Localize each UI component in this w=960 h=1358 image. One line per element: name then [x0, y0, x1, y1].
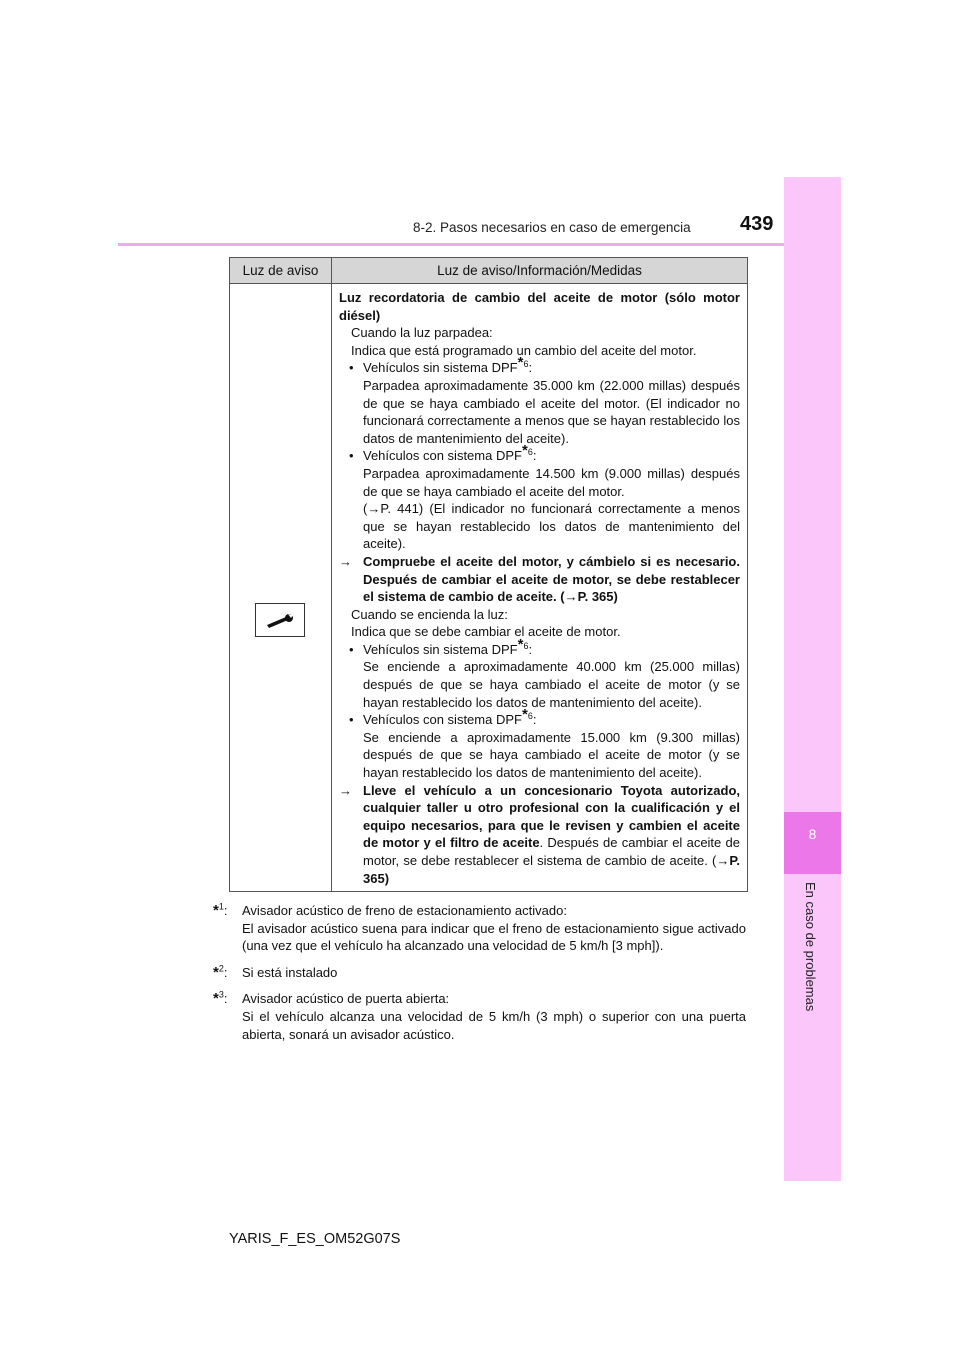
- table-row: [230, 284, 748, 892]
- chapter-number: 8: [808, 826, 817, 842]
- list-item: • Vehículos sin sistema DPF$^{*6}$:: [349, 635, 533, 657]
- section-header: 8-2. Pasos necesarios en caso de emergencia: [413, 220, 691, 235]
- chapter-title: En caso de problemas: [803, 882, 818, 1012]
- footnote-2: *$^2$: Si está instalado: [213, 963, 338, 981]
- footnote-3: *$^3$: Avisador acústico de puerta abierta: Si el vehículo alcanza una velocidad de 5 km/h (3 mph) o superior con una puerta abierta, sonará un avisador acústico.: [213, 990, 746, 1042]
- light-title: Luz recordatoria de cambio del aceite de motor (sólo motor diésel): [339, 290, 740, 323]
- flash-b2-text-a: Parpadea aproximadamente 14.500 km (9.000 millas) después de que se haya cambiado el aceite del motor.: [363, 465, 740, 499]
- flash-intro: Indica que está programado un cambio del aceite del motor.: [351, 342, 697, 358]
- footnotes: [213, 902, 746, 1052]
- chapter-side-tab: [784, 177, 841, 1181]
- page-number: 439: [740, 213, 774, 235]
- header-divider: [118, 243, 784, 246]
- on-b2-text: Se enciende a aproximadamente 15.000 km (9.300 millas) después de que se haya cambiado el aceite de motor (y se hayan restablecido los datos de mantenimiento del aceite).: [363, 729, 740, 781]
- chapter-number-block: [784, 812, 841, 874]
- flash-heading: Cuando la luz parpadea:: [351, 325, 493, 341]
- list-item: • Vehículos con sistema DPF$^{*6}$:: [349, 705, 537, 728]
- action-check-oil: → Compruebe el aceite del motor, y cámbielo si es necesario. Después de cambiar el aceite de motor, se debe restablecer el sistema de cambio de aceite. (→P. 365): [339, 553, 740, 605]
- on-heading: Cuando se encienda la luz:: [351, 606, 508, 622]
- flash-b1-text: Parpadea aproximadamente 35.000 km (22.000 millas) después de que se haya cambiado el aceite del motor. (El indicador no funcionará correctamente a menos que se hayan restablecido los datos de mantenimiento del aceite).: [363, 377, 740, 446]
- on-intro: Indica que se debe cambiar el aceite de motor.: [351, 624, 621, 640]
- info-cell: [332, 284, 748, 892]
- flash-b2-text-b: (→P. 441) (El indicador no funcionará correctamente a menos que se hayan restablecido los datos de mantenimiento del aceite).: [363, 501, 740, 552]
- on-b1-text: Se enciende a aproximadamente 40.000 km (25.000 millas) después de que se haya cambiado el aceite de motor (y se hayan restablecido los datos de mantenimiento del aceite).: [363, 659, 740, 710]
- action-visit-dealer: → Lleve el vehículo a un concesionario Toyota autorizado, cualquier taller u otro profesional con la cualificación y el equipo necesarios, para que le revisen y cambien el aceite de motor y el filtro de aceite. Después de cambiar el aceite de motor, se debe restablecer el sistema de cambio de aceite. (→P. 365): [339, 782, 740, 886]
- table-header-row: [230, 258, 748, 284]
- col-header-light: Luz de aviso: [230, 258, 332, 284]
- wrench-icon: [255, 603, 305, 637]
- list-item: • Vehículos con sistema DPF$^{*6}$:: [349, 442, 537, 464]
- warning-light-table: [229, 257, 748, 892]
- document-code: YARIS_F_ES_OM52G07S: [229, 1231, 401, 1247]
- warning-light-cell: [230, 284, 332, 892]
- list-item: • Vehículos sin sistema DPF$^{*6}$:: [349, 354, 533, 376]
- col-header-info: Luz de aviso/Información/Medidas: [332, 258, 748, 284]
- footnote-1: *$^1$: Avisador acústico de freno de estacionamiento activado: El avisador acústico suena para indicar que el freno de estacionamiento sigue activado (una vez que el vehículo ha alcanzado una velocidad de 5 km/h [3 mph]).: [213, 901, 746, 954]
